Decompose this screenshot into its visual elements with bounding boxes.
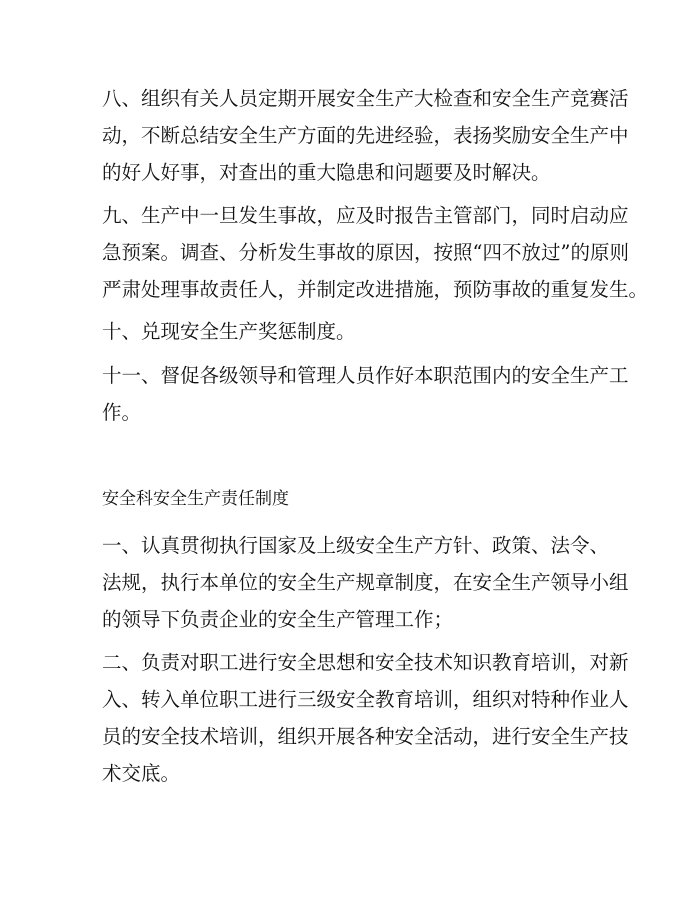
paragraph-dept-item-1 (102, 527, 629, 638)
text-line: 十、兑现安全生产奖惩制度。 (102, 320, 356, 343)
paragraph-item-9 (102, 197, 649, 308)
paragraph-item-8 (102, 80, 629, 191)
text-line: 急预案。调查、分析发生事故的原因，按照“四不放过”的原则 (102, 241, 629, 264)
section-heading: 安全科安全生产责任制度 (102, 489, 289, 509)
text-line: 十一、督促各级领导和管理人员作好本职范围内的安全生产工 (102, 364, 629, 387)
paragraph-item-10 (102, 313, 622, 350)
paragraph-item-11 (102, 357, 629, 431)
text-line: 法规，执行本单位的安全生产规章制度，在安全生产领导小组 (102, 571, 629, 594)
text-line: 的好人好事，对查出的重大隐患和问题要及时解决。 (102, 161, 551, 184)
text-line: 八、组织有关人员定期开展安全生产大检查和安全生产竞赛活 (102, 87, 629, 110)
paragraph-dept-item-2 (102, 644, 629, 792)
text-line: 员的安全技术培训，组织开展各种安全活动，进行安全生产技 (102, 725, 629, 748)
text-line: 二、负责对职工进行安全思想和安全技术知识教育培训，对新 (102, 651, 629, 674)
text-line: 术交底。 (102, 762, 181, 785)
text-line: 的领导下负责企业的安全生产管理工作； (102, 608, 454, 631)
text-line: 一、认真贯彻执行国家及上级安全生产方针、政策、法令、 (102, 534, 610, 557)
text-line: 严肃处理事故责任人，并制定改进措施，预防事故的重复发生。 (102, 278, 649, 301)
text-line: 作。 (102, 401, 142, 424)
text-line: 九、生产中一旦发生事故，应及时报告主管部门，同时启动应 (102, 204, 629, 227)
text-line: 动，不断总结安全生产方面的先进经验，表扬奖励安全生产中 (102, 124, 629, 147)
text-line: 入、转入单位职工进行三级安全教育培训，组织对特种作业人 (102, 688, 629, 711)
